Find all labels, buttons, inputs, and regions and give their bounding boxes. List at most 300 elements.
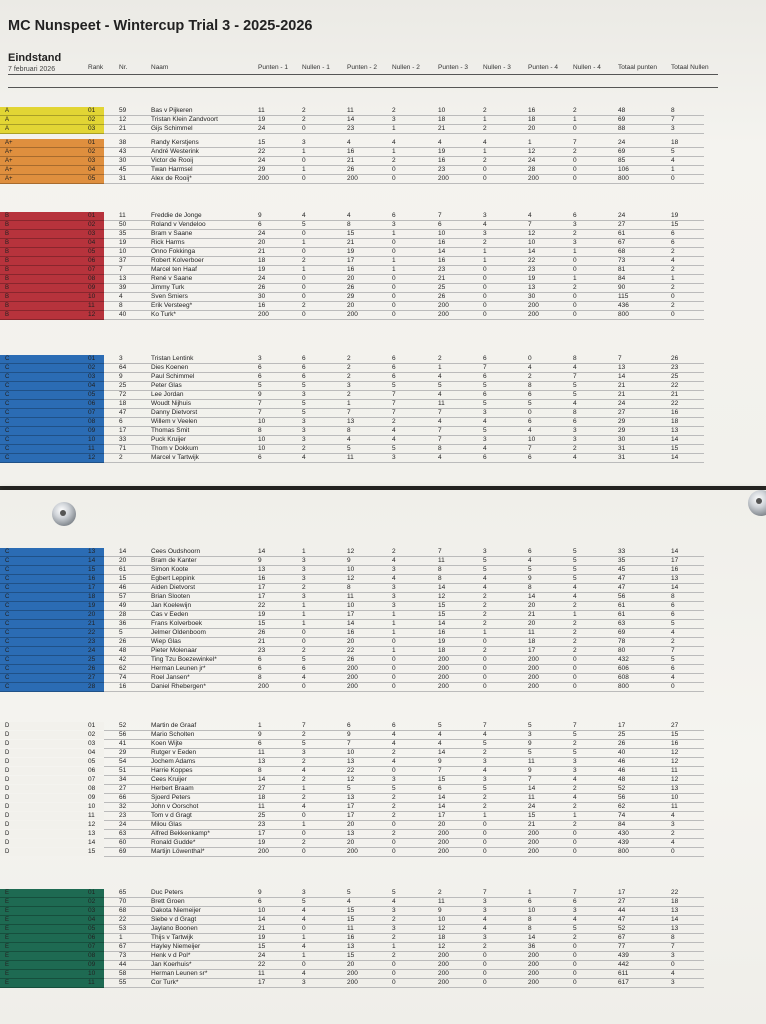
cell: 21 [258, 925, 266, 932]
cell: 6 [528, 418, 532, 425]
cell: 08 [88, 785, 96, 792]
cell: 44 [618, 907, 626, 914]
cell: 0 [302, 311, 306, 318]
cell: Dies Koenen [151, 364, 189, 371]
cell: 2 [302, 302, 306, 309]
cell: 0 [483, 848, 487, 855]
cell: 21 [88, 620, 96, 627]
cell: 7 [573, 139, 577, 146]
cell: 6 [392, 373, 396, 380]
cell: 5 [302, 221, 306, 228]
cell: 0 [302, 175, 306, 182]
cell: Brian Slooten [151, 593, 191, 600]
cell: 13 [88, 830, 96, 837]
cell: Ting Tzu Boezewinkel* [151, 656, 217, 663]
cell: 38 [119, 139, 127, 146]
cell: 13 [671, 427, 679, 434]
class-label: E [5, 908, 10, 914]
cell: 0 [573, 952, 577, 959]
cell: 2 [671, 302, 675, 309]
cell: 1 [528, 889, 532, 896]
table-row [0, 943, 766, 951]
class-label: B [5, 222, 10, 228]
cell: 51 [119, 767, 127, 774]
result-sheet-bottom [0, 490, 766, 1024]
cell: 0 [483, 302, 487, 309]
cell: 6 [671, 611, 675, 618]
cell: 1 [302, 148, 306, 155]
cell: 0 [483, 638, 487, 645]
cell: 22 [347, 767, 355, 774]
table-row [0, 740, 766, 748]
cell: 2 [573, 230, 577, 237]
cell: 01 [88, 139, 96, 146]
cell: 14 [671, 436, 679, 443]
cell: 8 [347, 584, 351, 591]
cell: 0 [302, 961, 306, 968]
cell: 7 [438, 767, 442, 774]
cell: 21 [438, 125, 446, 132]
cell: Cor Turk* [151, 979, 179, 986]
cell: 8 [528, 925, 532, 932]
cell: 6 [392, 355, 396, 362]
cell: 0 [392, 293, 396, 300]
cell: 3 [392, 776, 396, 783]
cell: 7 [671, 116, 675, 123]
cell: Bram de Kanter [151, 557, 197, 564]
cell: 24 [258, 952, 266, 959]
cell: 52 [618, 925, 626, 932]
cell: 3 [483, 776, 487, 783]
cell: 2 [671, 248, 675, 255]
cell: Jan Koelewijn [151, 602, 192, 609]
cell: 30 [528, 293, 536, 300]
cell: 5 [347, 445, 351, 452]
cell: 15 [671, 731, 679, 738]
cell: 34 [119, 776, 127, 783]
cell: 0 [573, 311, 577, 318]
cell: 5 [528, 400, 532, 407]
cell: 08 [88, 952, 96, 959]
cell: 7 [528, 221, 532, 228]
cell: 2 [302, 839, 306, 846]
cell: 13 [88, 548, 96, 555]
cell: 15 [88, 848, 96, 855]
cell: 200 [438, 970, 449, 977]
cell: 65 [119, 889, 127, 896]
cell: 7 [483, 722, 487, 729]
table-row [0, 566, 766, 574]
cell: 19 [258, 934, 266, 941]
cell: 2 [392, 794, 396, 801]
table-row [0, 311, 766, 319]
cell: 6 [438, 221, 442, 228]
class-label: D [5, 804, 10, 810]
column-header: Nullen - 2 [392, 64, 420, 71]
class-label: A [5, 126, 10, 132]
cell: 4 [392, 427, 396, 434]
cell: Puck Kruijer [151, 436, 187, 443]
cell: 10 [258, 436, 266, 443]
cell: 800 [618, 311, 629, 318]
cell: 20 [88, 611, 96, 618]
cell: 10 [258, 445, 266, 452]
cell: 30 [258, 293, 266, 300]
cell: 19 [258, 839, 266, 846]
cell: 3 [671, 821, 675, 828]
cell: 439 [618, 952, 629, 959]
cell: 25 [671, 373, 679, 380]
cell: 10 [347, 749, 355, 756]
cell: 432 [618, 656, 629, 663]
cell: 200 [438, 674, 449, 681]
cell: 2 [573, 740, 577, 747]
cell: 11 [528, 629, 535, 636]
cell: 2 [483, 107, 487, 114]
cell: 21 [528, 611, 536, 618]
cell: 81 [618, 266, 626, 273]
cell: 1 [573, 812, 577, 819]
cell: 4 [392, 557, 396, 564]
cell: 14 [671, 916, 679, 923]
column-header: Nr. [119, 64, 128, 71]
class-label: C [5, 356, 10, 362]
cell: 12 [528, 230, 536, 237]
table-row [0, 445, 766, 453]
cell: 16 [88, 575, 96, 582]
cell: 6 [392, 212, 396, 219]
cell: 5 [483, 566, 487, 573]
cell: 3 [392, 907, 396, 914]
cell: 54 [119, 758, 127, 765]
cell: 3 [483, 934, 487, 941]
cell: 5 [302, 400, 306, 407]
cell: 60 [119, 839, 127, 846]
cell: 2 [302, 584, 306, 591]
cell: 2 [573, 647, 577, 654]
cell: 3 [302, 418, 306, 425]
cell: 5 [573, 749, 577, 756]
cell: 03 [88, 125, 96, 132]
cell: 88 [618, 125, 626, 132]
cell: 200 [347, 848, 358, 855]
cell: 56 [119, 731, 127, 738]
cell: 61 [618, 611, 626, 618]
cell: 70 [119, 898, 127, 905]
cell: Pieter Molenaar [151, 647, 197, 654]
cell: Alex de Rooij* [151, 175, 192, 182]
cell: 27 [618, 898, 626, 905]
cell: 07 [88, 266, 96, 273]
cell: 6 [119, 418, 123, 425]
cell: 2 [483, 794, 487, 801]
cell: 6 [671, 665, 675, 672]
cell: Victor de Rooij [151, 157, 194, 164]
cell: 9 [258, 731, 262, 738]
cell: 7 [258, 400, 262, 407]
column-header: Punten - 4 [528, 64, 558, 71]
cell: 11 [347, 593, 354, 600]
cell: 4 [392, 436, 396, 443]
cell: 2 [483, 125, 487, 132]
cell: 24 [258, 157, 266, 164]
cell: 3 [302, 749, 306, 756]
cell: 1 [302, 821, 306, 828]
cell: 0 [392, 848, 396, 855]
cell: 14 [347, 620, 355, 627]
cell: 42 [119, 656, 127, 663]
class-label: C [5, 392, 10, 398]
cell: 0 [671, 683, 675, 690]
cell: 5 [438, 382, 442, 389]
cell: 63 [119, 830, 127, 837]
cell: 23 [88, 638, 96, 645]
cell: 02 [88, 221, 96, 228]
cell: 0 [528, 409, 532, 416]
cell: 4 [347, 139, 351, 146]
cell: 67 [618, 934, 626, 941]
column-header: Naam [151, 64, 169, 71]
cell: 5 [671, 620, 675, 627]
cell: 7 [528, 445, 532, 452]
cell: 17 [347, 803, 355, 810]
cell: 4 [347, 898, 351, 905]
cell: 61 [618, 602, 626, 609]
table-row [0, 355, 766, 363]
cell: 40 [618, 749, 626, 756]
cell: 200 [438, 683, 449, 690]
cell: 35 [618, 557, 626, 564]
cell: 2 [573, 934, 577, 941]
class-label: B [5, 285, 10, 291]
cell: 04 [88, 166, 96, 173]
cell: 24 [258, 230, 266, 237]
class-label: A+ [5, 140, 13, 146]
cell: 200 [347, 674, 358, 681]
cell: 71 [119, 445, 127, 452]
cell: 24 [258, 125, 266, 132]
class-label: D [5, 741, 10, 747]
cell: 2 [483, 620, 487, 627]
class-label: B [5, 276, 10, 282]
cell: 16 [671, 566, 679, 573]
cell: 24 [119, 821, 127, 828]
cell: 18 [438, 116, 446, 123]
cell: 18 [528, 638, 536, 645]
cell: 15 [438, 611, 446, 618]
cell: 0 [573, 848, 577, 855]
cell: 56 [618, 794, 626, 801]
cell: 14 [671, 548, 679, 555]
cell: 2 [302, 445, 306, 452]
cell: 5 [573, 557, 577, 564]
cell: 21 [258, 248, 266, 255]
cell: 2 [347, 373, 351, 380]
cell: 5 [347, 785, 351, 792]
cell: 14 [528, 785, 536, 792]
class-label: C [5, 612, 10, 618]
class-label: E [5, 890, 10, 896]
cell: 20 [347, 839, 355, 846]
cell: 55 [119, 979, 127, 986]
cell: 7 [438, 548, 442, 555]
cell: 0 [573, 961, 577, 968]
cell: 6 [392, 722, 396, 729]
cell: 10 [258, 907, 266, 914]
cell: 3 [483, 409, 487, 416]
cell: 16 [119, 683, 127, 690]
cell: 6 [258, 656, 262, 663]
cell: 6 [483, 373, 487, 380]
cell: 8 [671, 934, 675, 941]
cell: 26 [347, 284, 355, 291]
cell: 0 [528, 355, 532, 362]
class-label: D [5, 831, 10, 837]
cell: 15 [671, 445, 679, 452]
table-row [0, 557, 766, 565]
cell: 57 [119, 593, 127, 600]
cell: 10 [347, 566, 355, 573]
class-label: C [5, 621, 10, 627]
cell: 20 [347, 638, 355, 645]
cell: 0 [483, 952, 487, 959]
cell: 0 [483, 979, 487, 986]
cell: 2 [302, 107, 306, 114]
cell: 5 [573, 566, 577, 573]
cell: Gijs Schimmel [151, 125, 193, 132]
table-row [0, 629, 766, 637]
cell: 33 [119, 436, 127, 443]
cell: 12 [119, 116, 127, 123]
cell: 01 [88, 355, 96, 362]
cell: 10 [438, 230, 446, 237]
cell: 41 [119, 740, 127, 747]
class-label: D [5, 849, 10, 855]
class-label: D [5, 822, 10, 828]
cell: 3 [347, 382, 351, 389]
cell: 24 [528, 803, 536, 810]
cell: 2 [392, 952, 396, 959]
cell: 5 [573, 391, 577, 398]
cell: 2 [573, 785, 577, 792]
table-row [0, 979, 766, 987]
cell: 6 [573, 212, 577, 219]
cell: 5 [573, 731, 577, 738]
cell: 1 [119, 934, 123, 941]
class-label: B [5, 258, 10, 264]
cell: 3 [392, 925, 396, 932]
cell: 0 [392, 979, 396, 986]
cell: 200 [347, 665, 358, 672]
table-row [0, 683, 766, 691]
table-row [0, 382, 766, 390]
cell: 22 [671, 400, 679, 407]
cell: 4 [483, 916, 487, 923]
cell: 0 [573, 839, 577, 846]
cell: 0 [302, 683, 306, 690]
cell: 2 [573, 629, 577, 636]
cell: 53 [119, 925, 127, 932]
cell: 11 [347, 454, 354, 461]
class-label: A+ [5, 149, 13, 155]
cell: 22 [528, 257, 536, 264]
cell: Danny Dietvorst [151, 409, 198, 416]
cell: 47 [618, 916, 626, 923]
cell: 5 [573, 575, 577, 582]
cell: Erik Versteeg* [151, 302, 193, 309]
cell: 14 [119, 548, 127, 555]
cell: 200 [528, 952, 539, 959]
class-label: B [5, 303, 10, 309]
cell: Jochem Adams [151, 758, 196, 765]
cell: Cees Oudshoorn [151, 548, 201, 555]
class-label: C [5, 455, 10, 461]
cell: 47 [119, 409, 127, 416]
cell: 4 [119, 293, 123, 300]
table-row [0, 907, 766, 915]
cell: 0 [392, 302, 396, 309]
cell: 3 [528, 731, 532, 738]
cell: 4 [392, 740, 396, 747]
cell: 21 [618, 391, 626, 398]
table-row [0, 638, 766, 646]
cell: 18 [258, 794, 266, 801]
cell: 1 [392, 943, 396, 950]
cell: 16 [438, 257, 446, 264]
cell: 7 [302, 722, 306, 729]
cell: 20 [347, 961, 355, 968]
cell: 11 [119, 212, 126, 219]
cell: 02 [88, 116, 96, 123]
cell: 2 [392, 418, 396, 425]
cell: André Westerink [151, 148, 199, 155]
cell: 439 [618, 839, 629, 846]
cell: 40 [119, 311, 127, 318]
cell: 1 [438, 364, 442, 371]
cell: 07 [88, 776, 96, 783]
class-label: E [5, 917, 10, 923]
cell: 1 [258, 722, 262, 729]
cell: 15 [119, 575, 127, 582]
cell: 10 [438, 916, 446, 923]
cell: 24 [88, 647, 96, 654]
cell: 7 [258, 409, 262, 416]
table-row [0, 107, 766, 115]
cell: 3 [302, 889, 306, 896]
class-label: E [5, 971, 10, 977]
class-label: D [5, 732, 10, 738]
cell: 58 [119, 970, 127, 977]
class-label: B [5, 249, 10, 255]
cell: 14 [618, 373, 626, 380]
cell: 52 [618, 785, 626, 792]
cell: 5 [119, 629, 123, 636]
cell: 4 [438, 740, 442, 747]
cell: 61 [119, 566, 127, 573]
cell: 20 [119, 557, 127, 564]
cell: 31 [618, 454, 626, 461]
cell: 84 [618, 275, 626, 282]
cell: 3 [392, 116, 396, 123]
cell: 9 [438, 758, 442, 765]
cell: 2 [392, 749, 396, 756]
cell: 0 [483, 293, 487, 300]
cell: 17 [528, 647, 536, 654]
cell: 800 [618, 175, 629, 182]
cell: 25 [258, 812, 266, 819]
table-row [0, 239, 766, 247]
cell: 19 [258, 266, 266, 273]
